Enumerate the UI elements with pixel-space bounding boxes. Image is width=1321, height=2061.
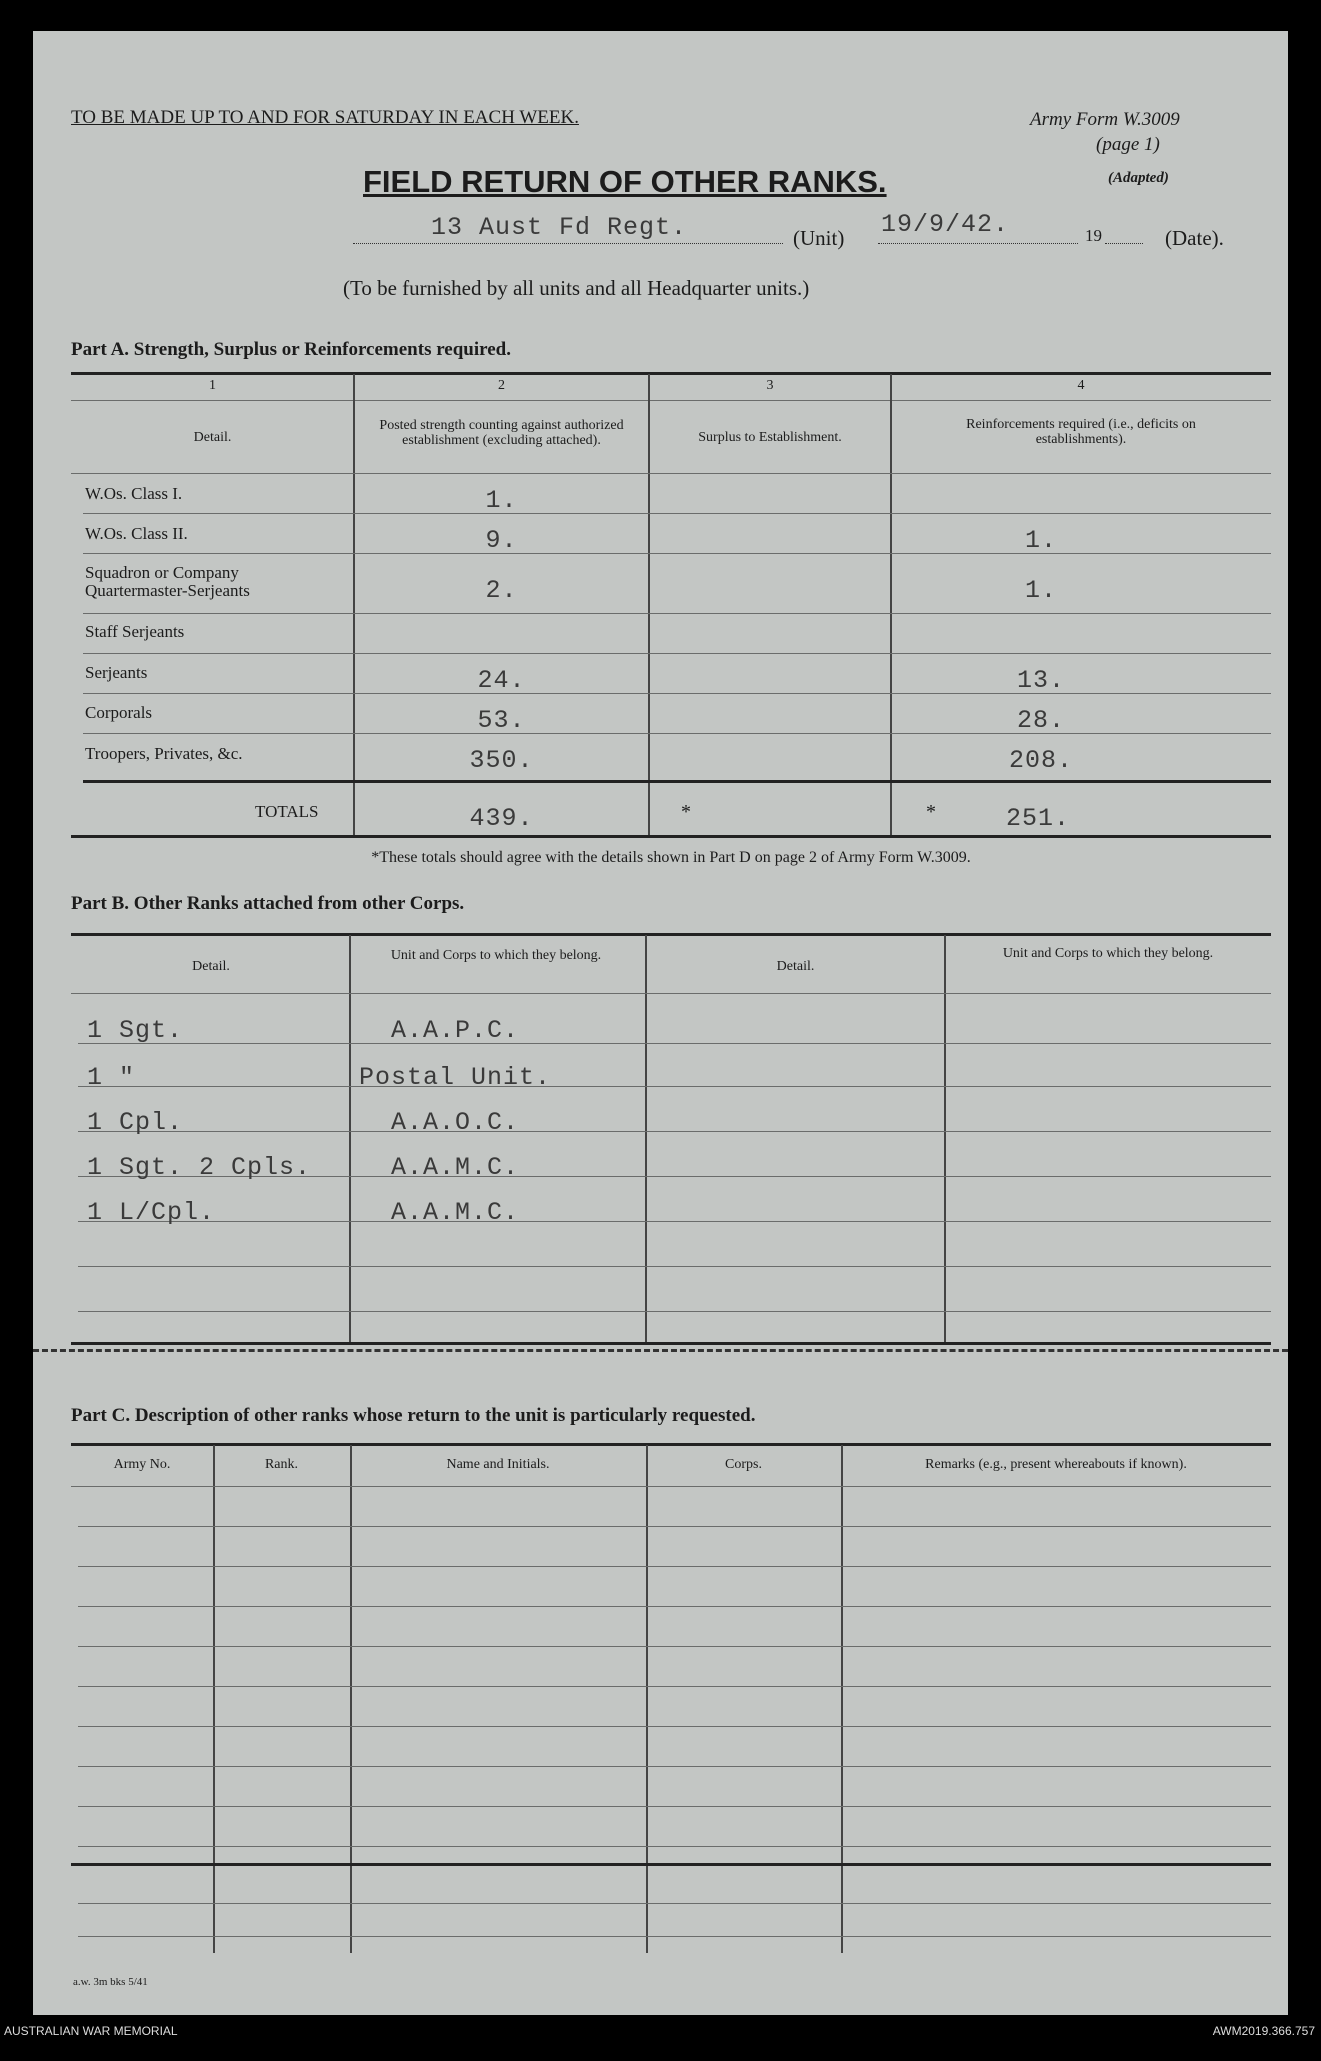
perforation-line <box>33 1349 1288 1352</box>
part-a-footnote: *These totals should agree with the details shown in Part D on page 2 of Army Form W.3009. <box>371 849 971 866</box>
part-c-col-corps: Corps. <box>725 1457 762 1472</box>
row-rule <box>78 1606 1271 1607</box>
part-c-vrule-3 <box>646 1445 648 1953</box>
totals-reinforcement-asterisk: * <box>926 801 936 823</box>
unit-dotted-line <box>353 243 783 244</box>
row-rule <box>78 1726 1271 1727</box>
row-rule <box>78 1043 1271 1044</box>
part-c-col-remarks: Remarks (e.g., present whereabouts if known). <box>925 1457 1187 1472</box>
part-b-col-header-detail: Detail. <box>192 959 230 974</box>
form-sheet <box>33 31 1288 2015</box>
part-b-vrule-2 <box>645 935 647 1345</box>
row-rule <box>83 513 1271 514</box>
row-label-wo-class-2: W.Os. Class II. <box>85 524 188 543</box>
footer-institution: AUSTRALIAN WAR MEMORIAL <box>4 2024 178 2038</box>
year-dotted-line <box>1105 243 1143 244</box>
part-a-number-rule <box>71 400 1271 401</box>
subtitle: (To be furnished by all units and all Headquarter units.) <box>343 276 810 300</box>
part-c-top-rule <box>71 1443 1271 1446</box>
reinforcement-value: 28. <box>1016 706 1065 735</box>
part-b-col-header-unit: Unit and Corps to which they belong. <box>390 948 602 963</box>
part-b-bottom-rule <box>71 1342 1271 1345</box>
part-b-heading: Part B. Other Ranks attached from other Corps. <box>71 893 465 914</box>
posted-value: 53. <box>477 706 526 735</box>
part-a-heading: Part A. Strength, Surplus or Reinforcements required. <box>71 339 511 360</box>
row-rule <box>78 1806 1271 1807</box>
army-form-number: Army Form W.3009 <box>1030 109 1180 130</box>
part-c-heading: Part C. Description of other ranks whose return to the unit is particularly requested. <box>71 1405 756 1426</box>
part-c-vrule-2 <box>350 1445 352 1953</box>
part-c-col-rank: Rank. <box>264 1457 299 1472</box>
row-rule <box>78 1936 1271 1937</box>
row-rule <box>78 1566 1271 1567</box>
part-b-top-rule <box>71 933 1271 936</box>
row-rule <box>78 1086 1271 1087</box>
row-rule <box>83 613 1271 614</box>
part-c-col-name: Name and Initials. <box>446 1457 550 1472</box>
row-label-troopers: Troopers, Privates, &c. <box>85 744 243 763</box>
reinforcement-value: 1. <box>1024 576 1057 605</box>
page-number: (page 1) <box>1096 134 1160 155</box>
attached-unit: A.A.M.C. <box>391 1198 520 1227</box>
attached-detail: 1 " <box>87 1063 136 1092</box>
footer-accession: AWM2019.366.757 <box>1212 2024 1315 2038</box>
col-number-4: 4 <box>1077 378 1085 393</box>
attached-detail: 1 Sgt. <box>87 1016 184 1045</box>
posted-value: 350. <box>469 746 534 775</box>
posted-value: 9. <box>485 526 518 555</box>
part-a-top-rule <box>71 372 1271 375</box>
row-label-cqms: Squadron or Company Quartermaster-Serjeants <box>85 563 250 600</box>
row-rule <box>78 1311 1271 1312</box>
reinforcement-value: 1. <box>1024 526 1057 555</box>
unit-label: (Unit) <box>793 226 845 250</box>
row-rule <box>71 993 1271 994</box>
part-c-mid-rule <box>71 1863 1271 1866</box>
row-label-wo-class-1: W.Os. Class I. <box>85 484 183 503</box>
row-label-corporals: Corporals <box>85 703 153 722</box>
adapted-note: (Adapted) <box>1108 170 1169 186</box>
row-rule <box>71 473 1271 474</box>
row-rule <box>78 1846 1271 1847</box>
col-number-1: 1 <box>209 378 216 393</box>
attached-unit: A.A.O.C. <box>391 1108 520 1137</box>
row-label-staff-serjeants: Staff Serjeants <box>85 622 185 641</box>
part-b-vrule-3 <box>944 935 946 1345</box>
attached-unit: A.A.P.C. <box>391 1016 520 1045</box>
attached-detail: 1 Cpl. <box>87 1108 184 1137</box>
attached-unit: A.A.M.C. <box>391 1153 520 1182</box>
part-c-col-army-no: Army No. <box>113 1457 171 1472</box>
year-prefix: 19 <box>1085 226 1102 245</box>
date-value: 19/9/42. <box>881 210 1010 239</box>
print-code: a.w. 3m bks 5/41 <box>73 1976 148 1988</box>
row-label-serjeants: Serjeants <box>85 663 148 682</box>
part-a-totals-rule <box>83 780 1271 783</box>
row-rule <box>78 1221 1271 1222</box>
row-rule <box>78 1903 1271 1904</box>
attached-unit: Postal Unit. <box>359 1063 552 1092</box>
totals-label: TOTALS <box>255 802 319 821</box>
part-b-vrule-1 <box>349 935 351 1345</box>
reinforcement-value: 208. <box>1008 746 1073 775</box>
instruction-line: TO BE MADE UP TO AND FOR SATURDAY IN EACH WEEK. <box>71 107 579 128</box>
row-rule <box>83 653 1271 654</box>
totals-reinforcements: 251. <box>1005 804 1070 833</box>
attached-detail: 1 Sgt. 2 Cpls. <box>87 1153 312 1182</box>
totals-surplus-asterisk: * <box>681 801 691 823</box>
posted-value: 24. <box>477 666 526 695</box>
row-rule <box>78 1526 1271 1527</box>
part-b-col-header-unit-2: Unit and Corps to which they belong. <box>1002 946 1214 961</box>
col-header-detail: Detail. <box>193 430 232 445</box>
col-header-surplus: Surplus to Establishment. <box>698 430 842 445</box>
reinforcement-value: 13. <box>1016 666 1065 695</box>
row-rule <box>78 1686 1271 1687</box>
date-dotted-line <box>878 243 1078 244</box>
col-header-reinforcements: Reinforcements required (i.e., deficits on establishments). <box>966 417 1196 447</box>
totals-posted: 439. <box>469 804 534 833</box>
part-c-vrule-4 <box>841 1445 843 1953</box>
row-rule <box>78 1646 1271 1647</box>
date-label: (Date). <box>1165 226 1224 250</box>
part-b-col-header-detail-2: Detail. <box>776 959 815 974</box>
row-rule <box>71 1486 1271 1487</box>
row-rule <box>78 1766 1271 1767</box>
part-c-vrule-1 <box>213 1445 215 1953</box>
part-a-bottom-rule <box>71 835 1271 838</box>
form-title: FIELD RETURN OF OTHER RANKS. <box>363 164 887 199</box>
posted-value: 1. <box>485 486 518 515</box>
unit-value: 13 Aust Fd Regt. <box>431 213 688 242</box>
col-number-3: 3 <box>766 378 774 393</box>
col-header-posted: Posted strength counting against authorized establishment (excluding attached). <box>379 418 624 448</box>
posted-value: 2. <box>485 576 518 605</box>
row-rule <box>78 1131 1271 1132</box>
attached-detail: 1 L/Cpl. <box>87 1198 216 1227</box>
col-number-2: 2 <box>498 378 505 393</box>
row-rule <box>78 1266 1271 1267</box>
